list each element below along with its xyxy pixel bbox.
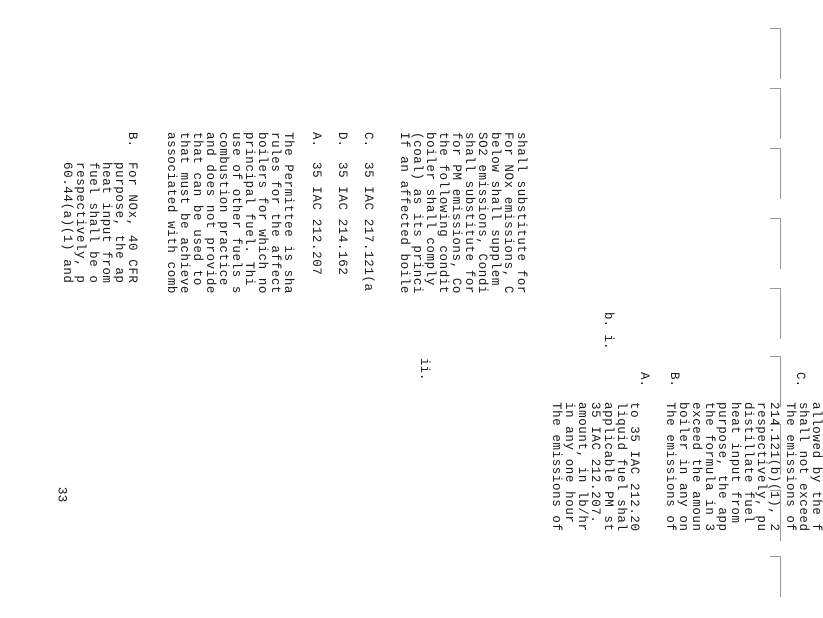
text-line: exceed the amoun (689, 402, 703, 532)
item-marker: b. i. (601, 312, 615, 350)
item-marker: D. (335, 132, 349, 148)
text-line: the following condit (436, 132, 450, 295)
text-line: SO2 emissions, Condi (475, 132, 489, 295)
binder-tab-mark (770, 556, 781, 597)
text-line: combustion practice (216, 132, 230, 286)
text-line: that must be achieve (177, 132, 191, 295)
item-marker: A. (309, 132, 323, 148)
text-line: below shall supplem (488, 132, 502, 286)
text-line: use of other fuels s (229, 132, 243, 295)
text-line: 60.44(a)(1) and (60, 162, 74, 284)
text-line: applicable PM st (601, 402, 615, 532)
text-line: For NOx emissions, C (501, 132, 515, 295)
binder-tab-mark (770, 424, 781, 475)
text-line: associated with comb (164, 132, 178, 295)
text-line: liquid fuel shal (614, 402, 628, 532)
text-line: and does not provide (203, 132, 217, 295)
text-line: The Permittee is sha (281, 132, 295, 295)
text-line: shall substitute for (514, 132, 528, 295)
text-line: respectively, pu (754, 402, 768, 532)
text-line: to 35 IAC 212.20 (627, 402, 641, 532)
text-line: heat input from (99, 162, 113, 284)
text-line: allowed by the f (809, 402, 823, 532)
binder-tab-mark (770, 148, 781, 199)
item-marker: C. (793, 372, 807, 388)
text-line: For NOx, 40 CFR (125, 162, 139, 284)
binder-tab-mark (770, 288, 781, 339)
text-line: The emissions of (663, 402, 677, 532)
text-line: 35 IAC 212.207. (588, 402, 602, 524)
text-line: boilers for which no (255, 132, 269, 295)
text-line: shall not exceed (796, 402, 810, 532)
text-line: The emissions of (549, 402, 563, 532)
text-line: If an affected boile (397, 132, 411, 295)
item-marker: C. (361, 132, 375, 148)
text-line: purpose, the app (715, 402, 729, 532)
binder-tab-mark (770, 88, 781, 139)
text-line: 35 IAC 214.162 (335, 162, 349, 276)
text-line: respectively, p (73, 162, 87, 284)
text-line: rules for the affect (268, 132, 282, 295)
binder-tab-mark (770, 218, 781, 269)
text-line: boiler in any on (676, 402, 690, 532)
binder-tab-mark (770, 490, 781, 541)
binder-tab-mark (770, 356, 781, 407)
item-marker: A. (637, 372, 651, 388)
item-marker: ii. (417, 358, 431, 381)
text-line: purpose, the ap (112, 162, 126, 284)
text-line: shall substitute for (462, 132, 476, 295)
text-line: that can be used to (190, 132, 204, 286)
page-number: 33 (54, 486, 70, 503)
text-line: The emissions of (783, 402, 797, 532)
text-line: principal fuel. Thi (242, 132, 256, 286)
text-line: (coal) as its princi (410, 132, 424, 295)
text-line: for PM emissions, Co (449, 132, 463, 295)
text-line: distillate fuel (741, 402, 755, 524)
text-line: amount, in lb/hr (575, 402, 589, 532)
item-marker: B. (667, 372, 681, 388)
text-line: heat input from (728, 402, 742, 524)
text-line: 214.121(b)(1), 2 (767, 402, 781, 532)
text-line: fuel shall be o (86, 162, 100, 284)
text-line: 35 IAC 212.207 (309, 162, 323, 276)
binder-tab-mark (770, 28, 781, 79)
text-line: boiler shall comply (423, 132, 437, 286)
item-marker: B. (125, 132, 139, 148)
text-line: the formula in 3 (702, 402, 716, 532)
text-line: in any one hour (562, 402, 576, 524)
text-line: 35 IAC 217.121(a (361, 162, 375, 292)
